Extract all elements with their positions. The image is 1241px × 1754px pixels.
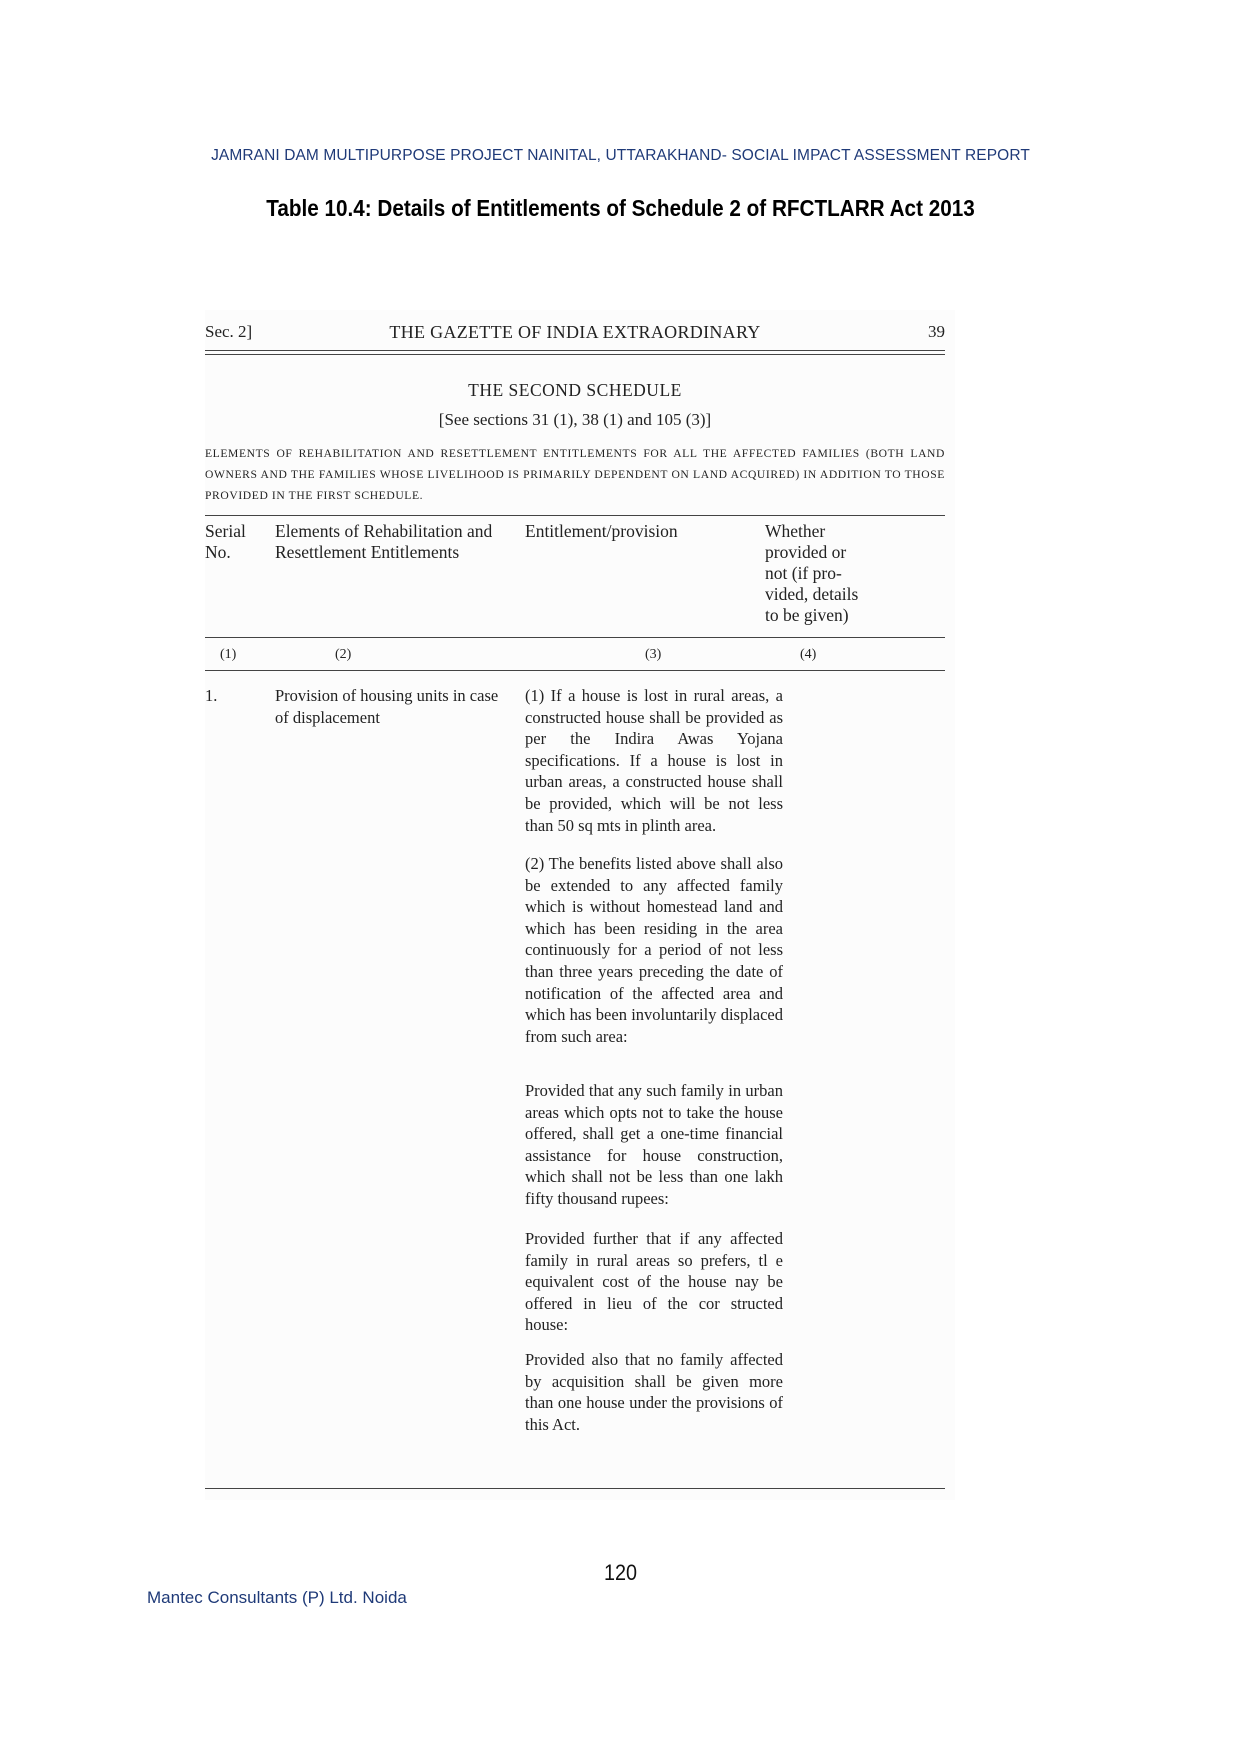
table-title: Table 10.4: Details of Entitlements of Schedule 2 of RFCTLARR Act 2013 — [266, 195, 975, 221]
col-number-2: (2) — [335, 647, 352, 662]
entitlement-cell — [525, 685, 783, 1465]
col-header-entitlement: Entitlement/provision — [525, 521, 678, 541]
footer-company: Mantec Consultants (P) Ltd. Noida — [147, 1588, 407, 1607]
row-serial: 1. — [205, 686, 218, 705]
col-number-3: (3) — [645, 647, 662, 662]
col-header-whether: Whether provided or not (if pro-vided, details to be given) — [765, 521, 859, 625]
see-sections: [See sections 31 (1), 38 (1) and 105 (3)] — [438, 410, 712, 429]
elements-heading: ELEMENTS OF REHABILITATION AND RESETTLEMENT ENTITLEMENTS FOR ALL THE AFFECTED FAMILIES (BOTH LAND OWNERS AND THE FAMILIES WHOSE LIVELIHOOD IS PRIMARILY DEPENDENT ON LAND ACQUIRED) IN ADDITION TO THOSE PROVIDED IN THE FIRST SCHEDULE. — [205, 447, 945, 502]
page-number: 120 — [603, 1560, 638, 1585]
schedule-title: THE SECOND SCHEDULE — [468, 380, 682, 400]
col-header-serial: Serial No. — [205, 521, 246, 562]
col-header-rule — [205, 637, 945, 638]
gazette-scan — [205, 310, 955, 1500]
col-number-1: (1) — [220, 647, 237, 662]
entitlement-paragraph: (1) If a house is lost in rural areas, a constructed house shall be provided as per the Indira Awas Yojana specifications. If a house is lost in urban areas, a constructed house shall be provided, which will be not less than 50 sq mts in plinth area. — [525, 686, 783, 835]
header-rule — [205, 350, 945, 351]
col-number-rule — [205, 670, 945, 671]
gazette-page-number: 39 — [928, 322, 945, 341]
entitlement-paragraph: Provided that any such family in urban areas which opts not to take the house offered, shall get a one-time financial assistance for house construction, which shall not be less than one lakh fifty thousand rupees: — [525, 1081, 783, 1208]
row-element: Provision of housing units in case of displacement — [275, 686, 499, 727]
header-rule-2 — [205, 354, 945, 355]
report-header: JAMRANI DAM MULTIPURPOSE PROJECT NAINITAL, UTTARAKHAND- SOCIAL IMPACT ASSESSMENT REPORT — [211, 147, 1030, 164]
entitlement-paragraph: (2) The benefits listed above shall also be extended to any affected family which is without homestead land and which has been residing in the area continuously for a period of not less than three years preceding the date of notification of the affected area and which has been involuntarily displaced from such area: — [525, 854, 783, 1046]
table-top-rule — [205, 515, 945, 516]
entitlement-paragraph: Provided further that if any affected family in rural areas so prefers, tl e equivalent cost of the house nay be offered in lieu of the cor structed house: — [525, 1229, 783, 1335]
entitlement-paragraph: Provided also that no family affected by acquisition shall be given more than one house under the provisions of this Act. — [525, 1350, 783, 1434]
gazette-title: THE GAZETTE OF INDIA EXTRAORDINARY — [389, 322, 761, 342]
table-bottom-rule — [205, 1488, 945, 1489]
gazette-section: Sec. 2] — [205, 322, 253, 341]
col-header-elements: Elements of Rehabilitation and Resettlement Entitlements — [275, 521, 493, 562]
col-number-4: (4) — [800, 647, 817, 662]
